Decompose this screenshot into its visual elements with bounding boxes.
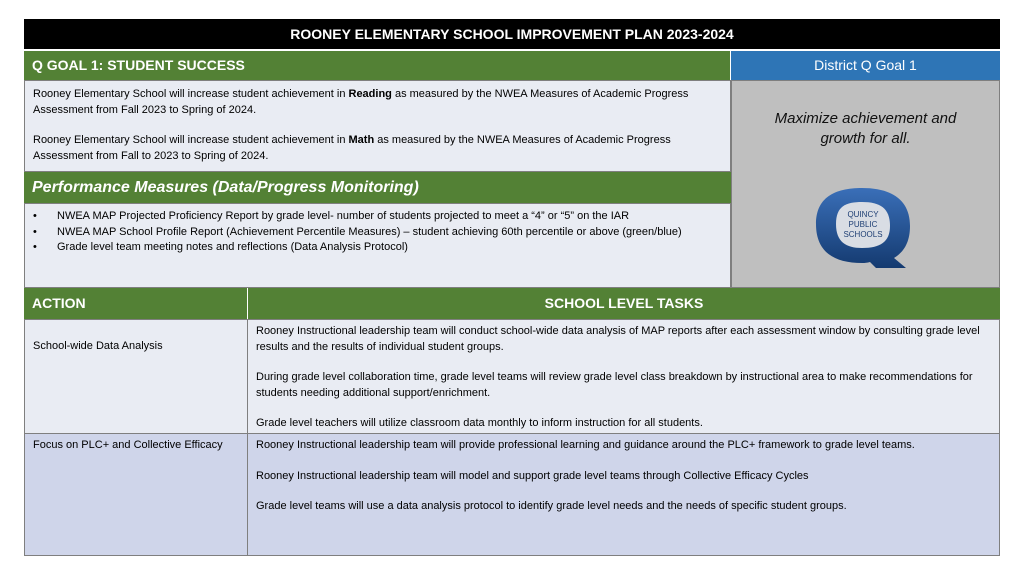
- table-row-action: Focus on PLC+ and Collective Efficacy: [24, 434, 248, 556]
- list-item: • NWEA MAP School Profile Report (Achievement Percentile Measures) – student achieving 60th percentile or above (green/blue): [33, 225, 722, 241]
- reading-goal-text: Rooney Elementary School will increase student achievement in Reading as measured by the NWEA Measures of Academic Progress Assessment from Fall 2023 to Spring of 2024.: [33, 88, 689, 116]
- bullet-icon: •: [33, 241, 37, 253]
- table-row-tasks: [248, 319, 1000, 434]
- district-goal-text: Maximize achievement and growth for all.: [774, 110, 957, 147]
- task-item: Grade level teachers will utilize classroom data monthly to inform instruction for all students.: [256, 417, 703, 429]
- table-row-tasks: [248, 434, 1000, 556]
- logo-text-line1: QUINCY: [847, 210, 879, 219]
- task-item: Rooney Instructional leadership team will model and support grade level teams through Collective Efficacy Cycles: [256, 469, 809, 482]
- goal-header: Q GOAL 1: STUDENT SUCCESS: [24, 51, 730, 80]
- district-goal-panel: [731, 80, 1000, 288]
- action-column-header: ACTION: [24, 288, 248, 319]
- task-item: Grade level teams will use a data analysis protocol to identify grade level needs and the needs of specific student groups.: [256, 500, 847, 512]
- page-title: ROONEY ELEMENTARY SCHOOL IMPROVEMENT PLAN 2023-2024: [24, 19, 1000, 49]
- task-item: During grade level collaboration time, grade level teams will review grade level class breakdown by instructional area to make recommendations for students needing additional support/enrichment.: [256, 371, 973, 399]
- tasks-column-header: SCHOOL LEVEL TASKS: [248, 288, 1000, 319]
- bullet-icon: •: [33, 225, 37, 238]
- goal-description: [24, 80, 731, 172]
- logo-text-line2: PUBLIC: [848, 220, 878, 229]
- task-item: Rooney Instructional leadership team will conduct school-wide data analysis of MAP reports after each assessment window by consulting grade level results and the results of individual student groups.: [256, 325, 980, 353]
- performance-measures-list: [24, 203, 731, 288]
- reading-keyword: Reading: [348, 88, 392, 100]
- performance-measures-header: Performance Measures (Data/Progress Monitoring): [24, 172, 731, 203]
- district-goal-header: District Q Goal 1: [731, 51, 1000, 80]
- quincy-public-schools-logo: [810, 186, 922, 270]
- list-item: • NWEA MAP Projected Proficiency Report by grade level- number of students projected to meet a “4” or “5” on the IAR: [33, 209, 722, 225]
- task-item: Rooney Instructional leadership team will provide professional learning and guidance around the PLC+ framework to grade level teams.: [256, 439, 915, 451]
- table-row-action: School-wide Data Analysis: [24, 319, 248, 434]
- logo-text-line3: SCHOOLS: [843, 230, 883, 239]
- math-keyword: Math: [348, 134, 375, 146]
- math-goal-text: Rooney Elementary School will increase student achievement in Math as measured by the NWEA Measures of Academic Progress Assessment from Fall to 2023 to Spring of 2024.: [33, 134, 671, 162]
- bullet-icon: •: [33, 210, 37, 222]
- list-item: • Grade level team meeting notes and reflections (Data Analysis Protocol): [33, 240, 722, 256]
